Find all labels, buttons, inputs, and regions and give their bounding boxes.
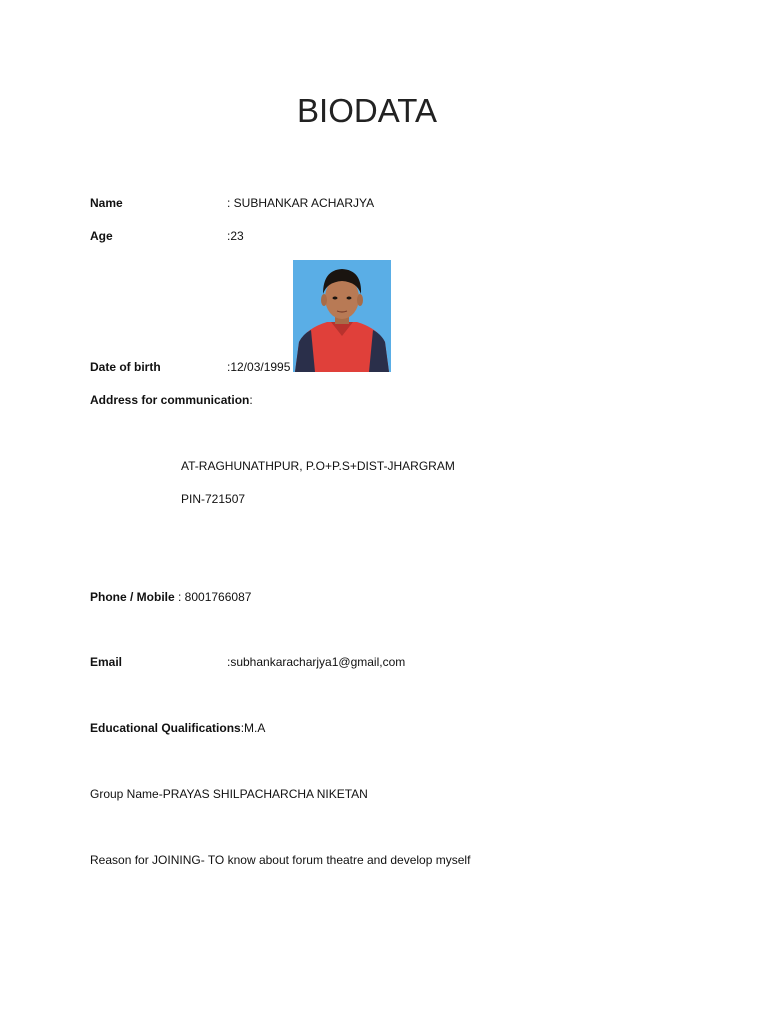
dob-row bbox=[90, 360, 161, 374]
dob-label: Date of birth bbox=[90, 360, 161, 374]
email-value: :subhankaracharjya1@gmail,com bbox=[227, 655, 406, 669]
address-line-1: AT-RAGHUNATHPUR, P.O+P.S+DIST-JHARGRAM bbox=[181, 459, 455, 473]
phone-row bbox=[90, 590, 251, 604]
dob-value: :12/03/1995 bbox=[227, 360, 291, 374]
reason-for-joining: Reason for JOINING- TO know about forum theatre and develop myself bbox=[90, 853, 471, 867]
phone-label: Phone / Mobile bbox=[90, 590, 175, 604]
education-value: :M.A bbox=[240, 721, 266, 735]
address-heading bbox=[90, 393, 253, 407]
name-value: : SUBHANKAR ACHARJYA bbox=[227, 196, 375, 210]
address-line-2: PIN-721507 bbox=[181, 492, 246, 506]
email-label: Email bbox=[90, 655, 123, 669]
page-title: BIODATA bbox=[297, 92, 437, 129]
name-row bbox=[90, 196, 123, 210]
portrait-image bbox=[293, 260, 391, 372]
profile-photo bbox=[293, 260, 391, 372]
email-row bbox=[90, 655, 122, 669]
address-label: Address for communication bbox=[90, 393, 250, 407]
age-value: :23 bbox=[227, 229, 244, 243]
age-label: Age bbox=[90, 229, 113, 243]
address-colon: : bbox=[249, 393, 253, 407]
phone-value: : 8001766087 bbox=[174, 590, 252, 604]
education-label: Educational Qualifications bbox=[90, 721, 241, 735]
name-label: Name bbox=[90, 196, 123, 210]
age-row bbox=[90, 229, 113, 243]
education-row bbox=[90, 721, 265, 735]
group-name: Group Name-PRAYAS SHILPACHARCHA NIKETAN bbox=[90, 787, 368, 801]
